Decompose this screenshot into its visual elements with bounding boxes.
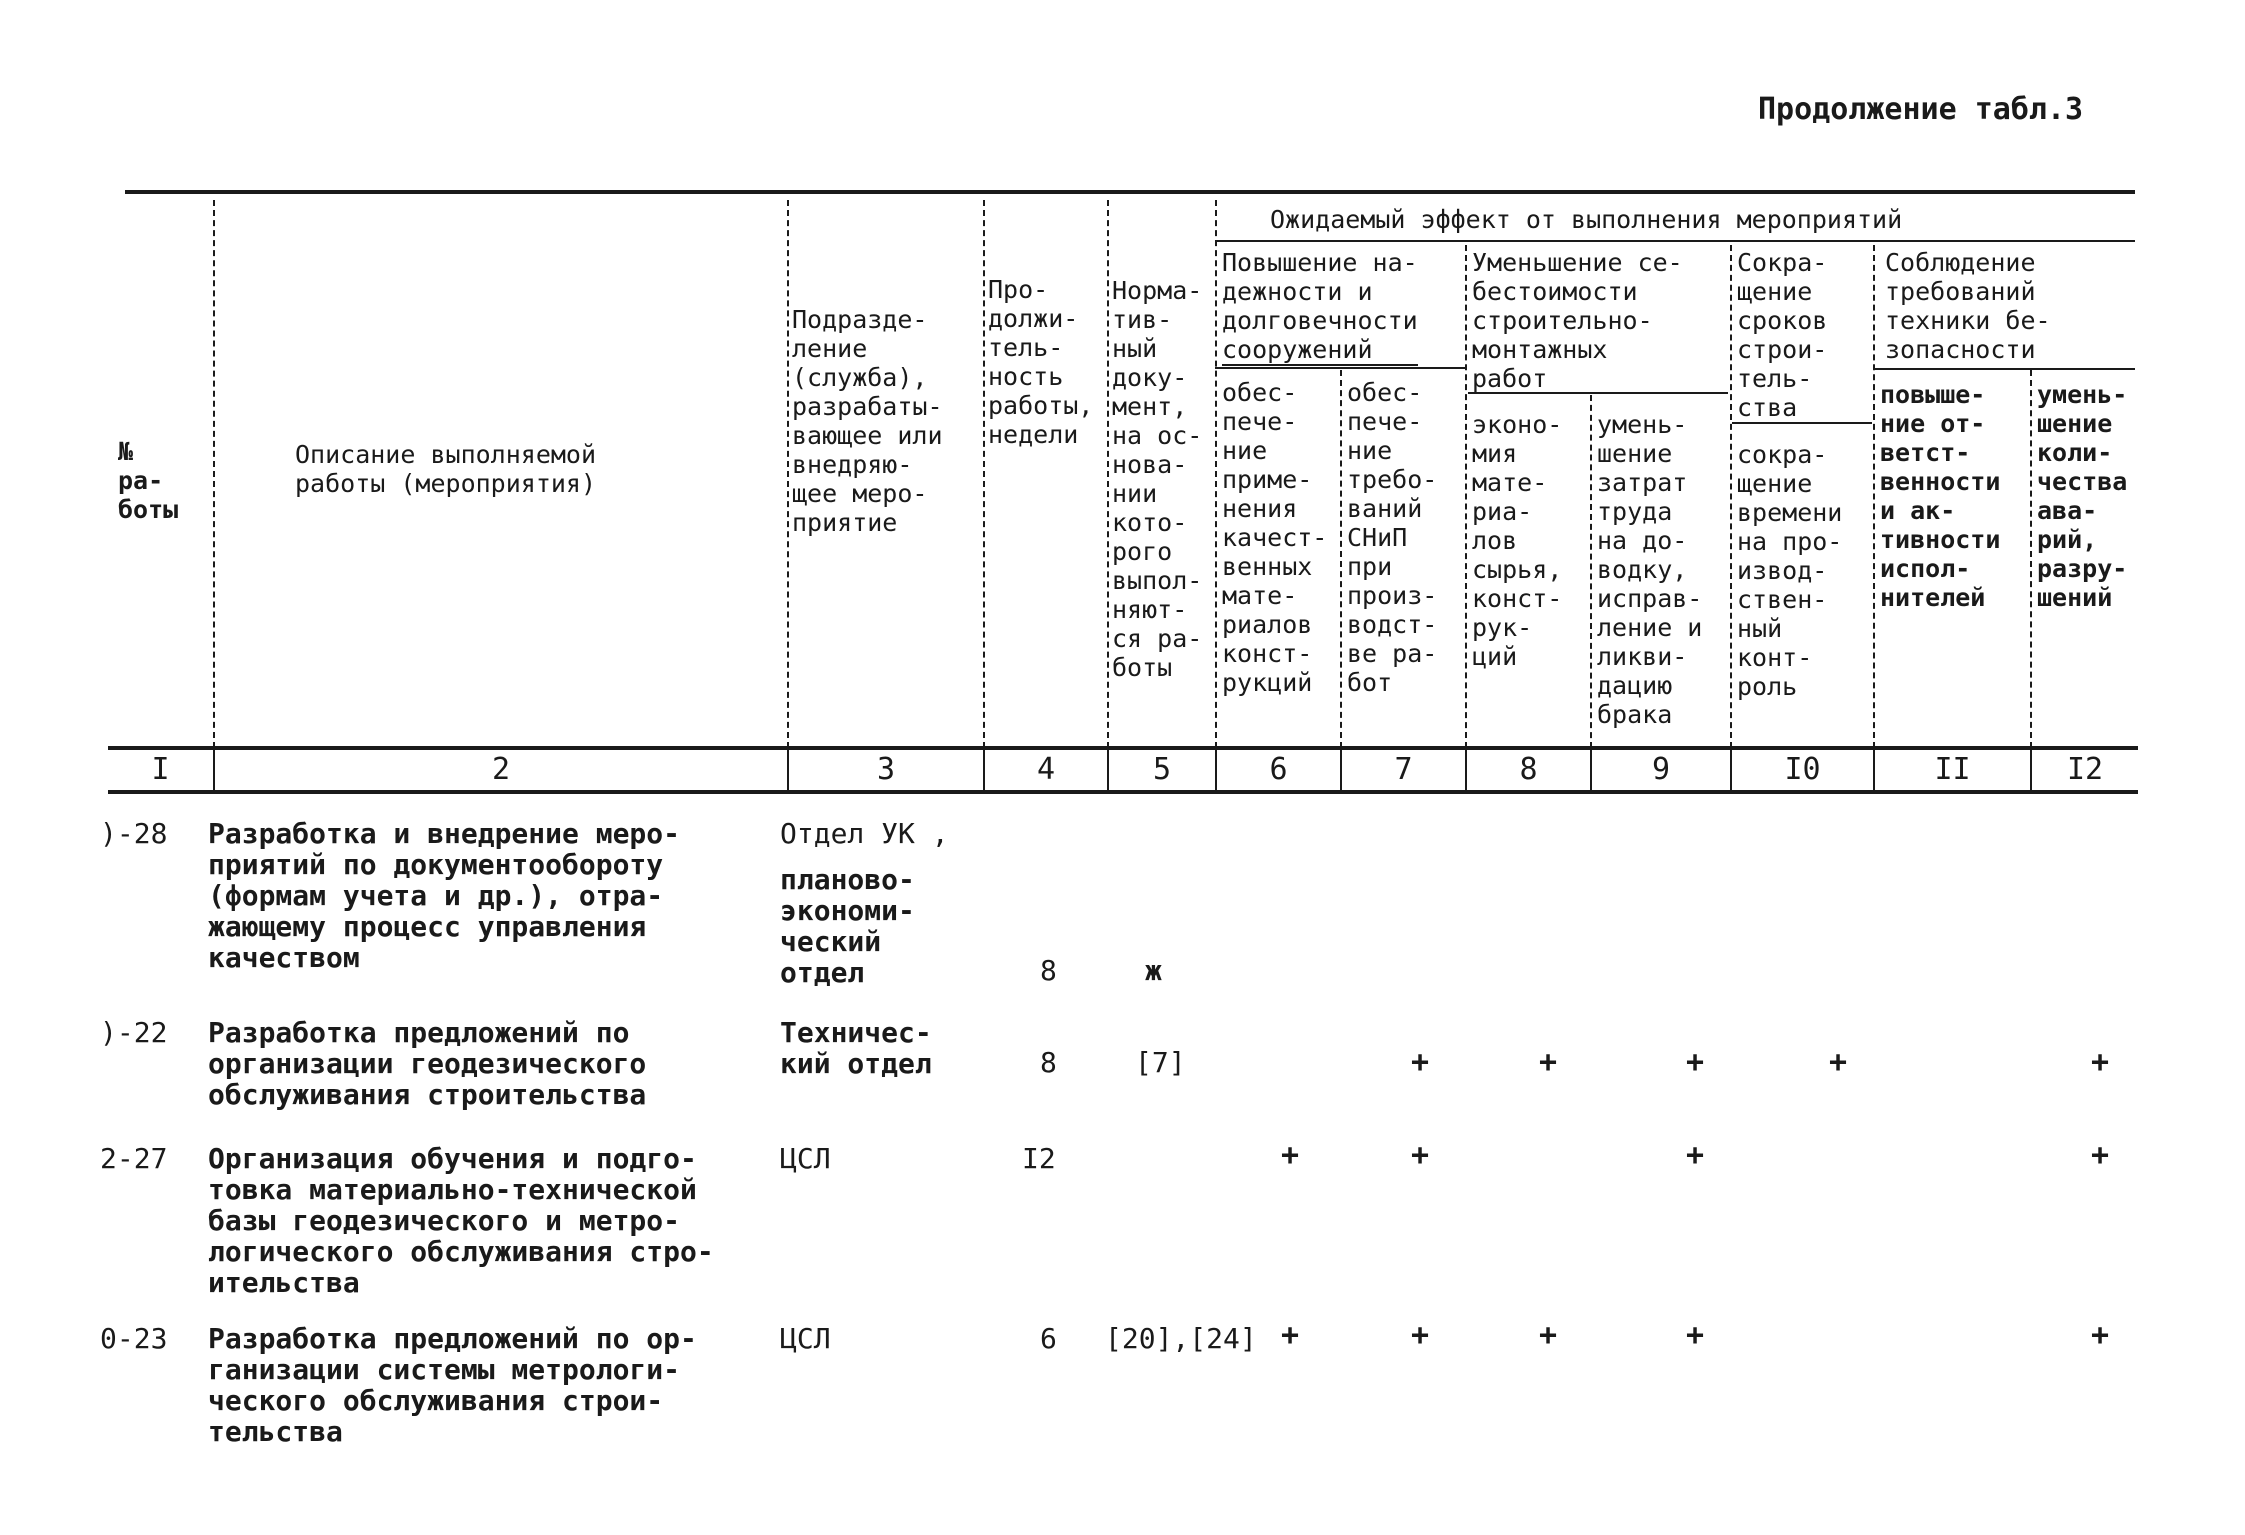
numbers-bottom-rule	[108, 790, 2138, 794]
header-col4: Про- должи- тель- ность работы, недели	[988, 275, 1094, 449]
row-duration: 8	[1040, 1046, 1057, 1079]
row-description: Разработка и внедрение меро- приятий по документообороту (формам учета и др.), отра- жающему процесс управления качеством	[208, 817, 681, 974]
header-cost-group: Уменьшение се- бестоимости строительно- монтажных работ	[1472, 248, 1683, 393]
row-department-continued: планово- экономи- ческий отдел	[780, 863, 915, 989]
header-col9: умень- шение затрат труда на до- водку, исправ- ление и ликви- дацию брака	[1597, 410, 1703, 729]
row-mark-col6: +	[1280, 1318, 1300, 1353]
header-safety-group: Соблюдение требований техники бе- зопасности	[1885, 248, 2051, 364]
colnum-3: 3	[876, 752, 896, 787]
top-rule	[125, 190, 2135, 194]
row-mark-col8: +	[1538, 1045, 1558, 1080]
col-divider-10	[1873, 245, 1875, 748]
row-mark-col10: +	[1828, 1045, 1848, 1080]
header-effect-group: Ожидаемый эффект от выполнения мероприятий	[1270, 205, 1903, 234]
colnum-9: 9	[1651, 752, 1671, 787]
effect-group-rule	[1215, 240, 2135, 242]
header-col11: повыше- ние от- ветст- венности и ак- тивности испол- нителей	[1880, 380, 2001, 612]
row-number: )-22	[100, 1016, 168, 1049]
header-col12: умень- шение коли- чества ава- рий, разру- шений	[2037, 380, 2128, 612]
colnum-5: 5	[1152, 752, 1172, 787]
header-col7: обес- пече- ние требо- ваний СНиП при произ- водст- ве ра- бот	[1347, 378, 1438, 697]
col-divider-3	[983, 200, 985, 748]
table-caption: Продолжение табл.3	[1758, 92, 2084, 127]
row-mark-col12: +	[2090, 1138, 2110, 1173]
terms-sub-rule	[1732, 422, 1872, 424]
row-norm-doc: [7]	[1135, 1046, 1186, 1079]
colnum-12: I2	[2066, 752, 2104, 787]
row-number: )-28	[100, 817, 168, 850]
header-col8: эконо- мия мате- риа- лов сырья, конст- рук- ций	[1472, 410, 1563, 671]
col-divider-7	[1465, 245, 1467, 748]
row-duration: 8	[1040, 954, 1057, 987]
col-divider-8	[1590, 395, 1592, 748]
row-norm-doc: ж	[1145, 954, 1162, 987]
row-mark-col9: +	[1685, 1045, 1705, 1080]
safety-sub-rule	[1875, 368, 2135, 370]
row-mark-col7: +	[1410, 1138, 1430, 1173]
col-divider-4	[1107, 200, 1109, 748]
header-reliability-group: Повышение на- дежности и долговечности сооружений	[1222, 248, 1418, 364]
header-col10: сокра- щение времени на про- извод- ствен- ный конт- роль	[1737, 440, 1843, 701]
row-norm-doc: [20],[24]	[1105, 1322, 1257, 1355]
row-description: Организация обучения и подго- товка материально-технической базы геодезического и метро- логического обслуживания стро- ительства	[208, 1142, 714, 1299]
row-mark-col9: +	[1685, 1318, 1705, 1353]
colnum-6: 6	[1269, 752, 1288, 787]
row-mark-col12: +	[2090, 1318, 2110, 1353]
col-divider-2	[787, 200, 789, 748]
row-duration: I2	[1022, 1142, 1056, 1175]
row-mark-col8: +	[1538, 1318, 1558, 1353]
row-mark-col6: +	[1280, 1138, 1300, 1173]
row-mark-col7: +	[1410, 1045, 1430, 1080]
header-col6: обес- пече- ние приме- нения качест- венных мате- риалов конст- рукций	[1222, 378, 1328, 697]
col-divider-5	[1215, 200, 1217, 748]
header-col2: Описание выполняемой работы (мероприятия)	[295, 440, 597, 498]
header-col1: № ра- боты	[118, 437, 179, 524]
row-department: ЦСЛ	[780, 1142, 831, 1175]
col-divider-6	[1340, 370, 1342, 748]
row-number: 2-27	[100, 1142, 168, 1175]
colnum-1: I	[151, 752, 170, 787]
header-terms-group: Сокра- щение сроков строи- тель- ства	[1737, 248, 1828, 422]
colnum-8: 8	[1519, 752, 1538, 787]
colnum-7: 7	[1394, 752, 1413, 787]
row-department: ЦСЛ	[780, 1322, 831, 1355]
header-col5: Норма- тив- ный доку- мент, на ос- нова- нии кото- рого выпол- няют- ся ра- боты	[1112, 276, 1203, 682]
row-department: Техничес- кий отдел	[780, 1016, 932, 1080]
row-mark-col9: +	[1685, 1138, 1705, 1173]
colnum-4: 4	[1036, 752, 1056, 787]
header-bottom-rule	[108, 746, 2138, 750]
row-number: 0-23	[100, 1322, 168, 1355]
row-description: Разработка предложений по организации геодезического обслуживания строительства	[208, 1016, 647, 1111]
col-divider-1	[213, 200, 215, 748]
row-mark-col7: +	[1410, 1318, 1430, 1353]
col-divider-11	[2030, 370, 2032, 748]
row-mark-col12: +	[2090, 1045, 2110, 1080]
reliability-sub-rule	[1215, 367, 1465, 369]
row-department: Отдел УК ,	[780, 817, 949, 850]
row-description: Разработка предложений по ор- ганизации системы метрологи- ческого обслуживания строи- тельства	[208, 1322, 697, 1448]
row-duration: 6	[1040, 1322, 1057, 1355]
col-divider-9	[1730, 245, 1732, 748]
colnum-2: 2	[491, 752, 511, 787]
header-col3: Подразде- ление (служба), разрабаты- вающее или внедряю- щее меро- приятие	[792, 305, 943, 537]
colnum-10: I0	[1784, 752, 1821, 787]
colnum-11: II	[1934, 752, 1971, 787]
